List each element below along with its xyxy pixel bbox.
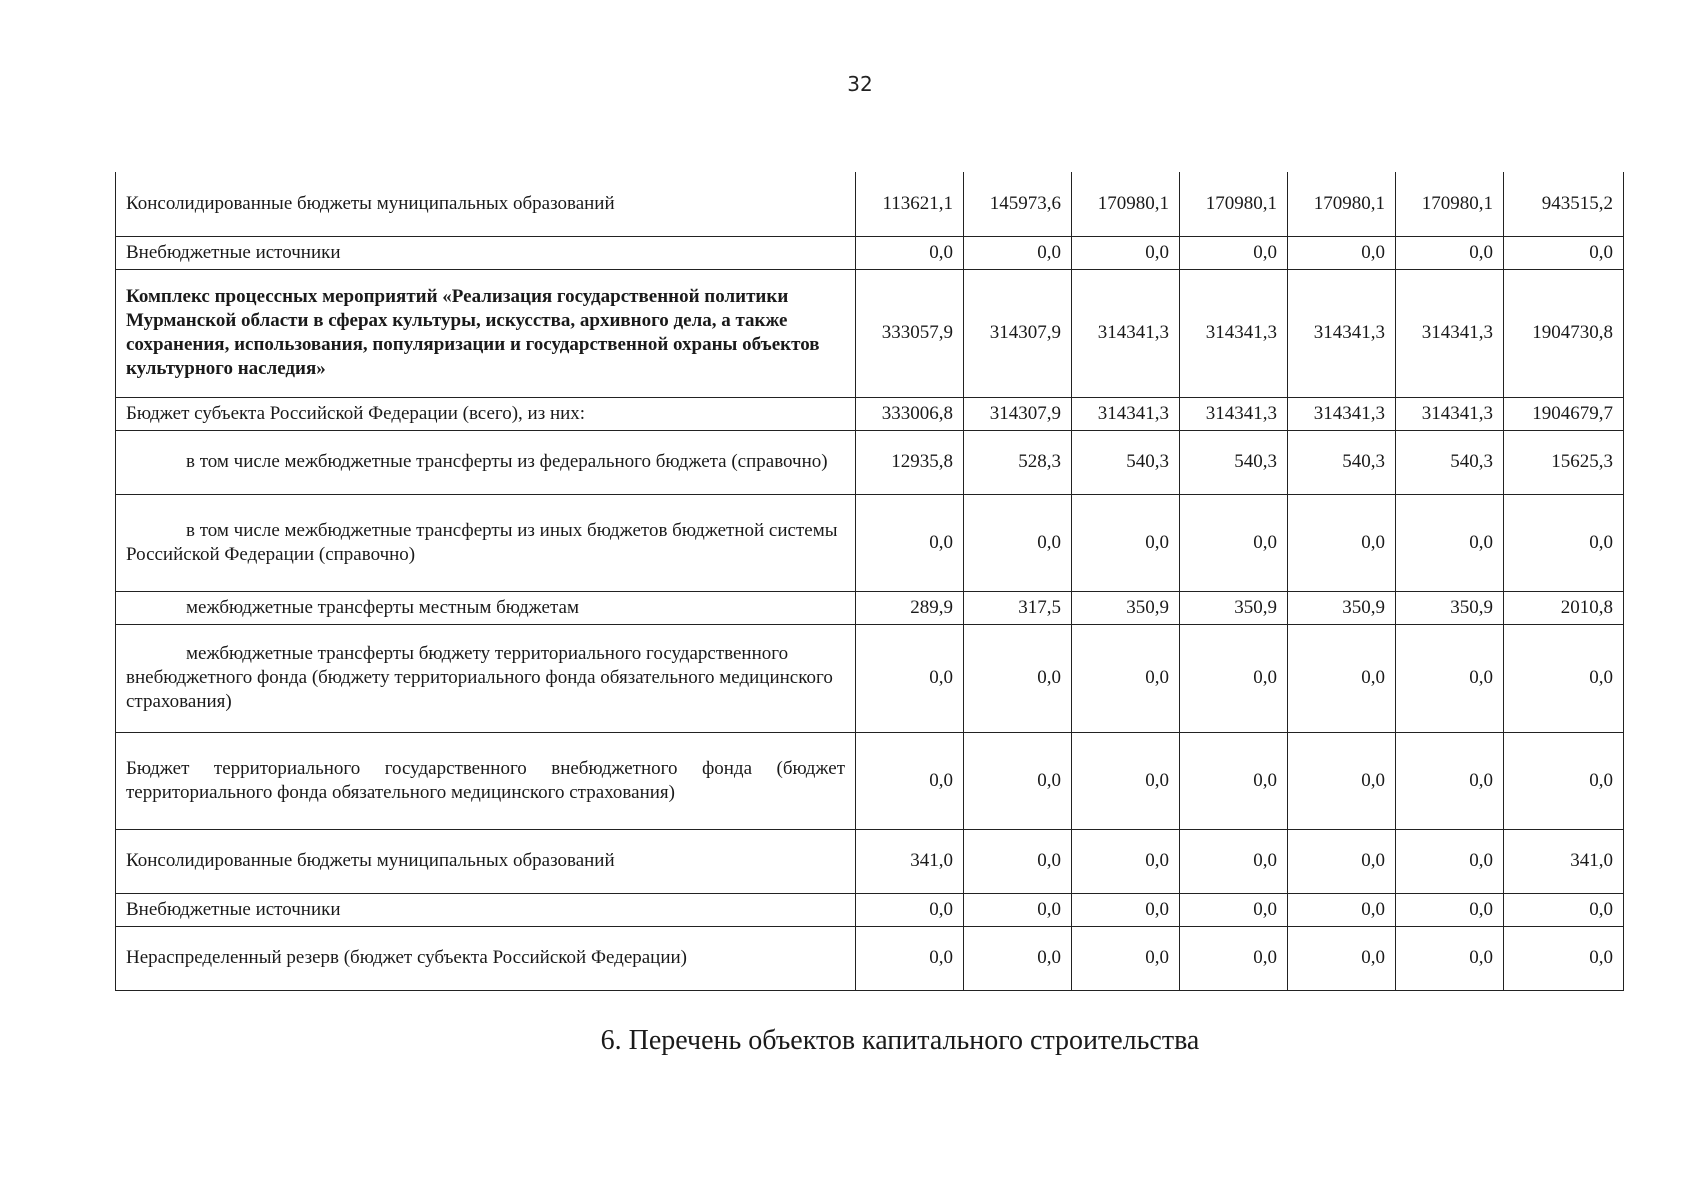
table-row	[116, 829, 1624, 893]
table-row	[116, 591, 1624, 624]
row-label-text: в том числе межбюджетные трансферты из иных бюджетов бюджетной системы Российской Федерации (справочно)	[126, 519, 838, 565]
value-cell: 170980,1	[1288, 172, 1396, 236]
table-row	[116, 430, 1624, 494]
row-label: Бюджет территориального государственного внебюджетного фонда (бюджет территориального фонда обязательного медицинского страхования)	[116, 732, 856, 829]
value-cell: 0,0	[856, 624, 964, 732]
value-cell: 0,0	[1396, 236, 1504, 269]
value-cell: 0,0	[1396, 732, 1504, 829]
table-row	[116, 926, 1624, 990]
value-cell: 12935,8	[856, 430, 964, 494]
value-cell: 170980,1	[1396, 172, 1504, 236]
value-cell: 170980,1	[1180, 172, 1288, 236]
total-cell: 2010,8	[1504, 591, 1624, 624]
value-cell: 314341,3	[1396, 269, 1504, 397]
row-label	[116, 430, 856, 494]
value-cell: 528,3	[964, 430, 1072, 494]
total-cell: 0,0	[1504, 624, 1624, 732]
value-cell: 0,0	[964, 893, 1072, 926]
value-cell: 0,0	[1180, 829, 1288, 893]
value-cell: 0,0	[1072, 829, 1180, 893]
value-cell: 0,0	[1288, 624, 1396, 732]
value-cell: 314341,3	[1072, 269, 1180, 397]
value-cell: 350,9	[1072, 591, 1180, 624]
value-cell: 0,0	[1396, 926, 1504, 990]
table-row	[116, 494, 1624, 591]
value-cell: 0,0	[1288, 732, 1396, 829]
value-cell: 0,0	[856, 893, 964, 926]
value-cell: 0,0	[1072, 624, 1180, 732]
value-cell: 0,0	[1072, 732, 1180, 829]
value-cell: 170980,1	[1072, 172, 1180, 236]
section-heading: 6. Перечень объектов капитального строительства	[600, 1025, 1200, 1056]
row-label: Внебюджетные источники	[116, 236, 856, 269]
table-row	[116, 624, 1624, 732]
value-cell: 314341,3	[1288, 269, 1396, 397]
value-cell: 314341,3	[1180, 397, 1288, 430]
value-cell: 0,0	[1072, 236, 1180, 269]
total-cell: 1904730,8	[1504, 269, 1624, 397]
table-row	[116, 236, 1624, 269]
row-label: Консолидированные бюджеты муниципальных образований	[116, 829, 856, 893]
row-label: Комплекс процессных мероприятий «Реализация государственной политики Мурманской области в сферах культуры, искусства, архивного дела, а также сохранения, использования, популяризации и государственной охраны объектов культурного наследия»	[116, 269, 856, 397]
value-cell: 333057,9	[856, 269, 964, 397]
page-number: 32	[847, 72, 873, 96]
value-cell: 333006,8	[856, 397, 964, 430]
row-label-text: межбюджетные трансферты бюджету территориального государственного внебюджетного фонда (бюджету территориального фонда обязательного медицинского страхования)	[126, 643, 833, 712]
value-cell: 289,9	[856, 591, 964, 624]
value-cell: 0,0	[1180, 732, 1288, 829]
value-cell: 540,3	[1396, 430, 1504, 494]
value-cell: 0,0	[1288, 829, 1396, 893]
value-cell: 0,0	[1072, 494, 1180, 591]
table-row	[116, 732, 1624, 829]
value-cell: 314341,3	[1396, 397, 1504, 430]
total-cell: 0,0	[1504, 732, 1624, 829]
value-cell: 0,0	[1180, 494, 1288, 591]
value-cell: 0,0	[1396, 893, 1504, 926]
table-row	[116, 172, 1624, 236]
value-cell: 0,0	[856, 926, 964, 990]
table-row	[116, 269, 1624, 397]
value-cell: 341,0	[856, 829, 964, 893]
value-cell: 0,0	[964, 926, 1072, 990]
total-cell: 943515,2	[1504, 172, 1624, 236]
total-cell: 0,0	[1504, 893, 1624, 926]
row-label	[116, 494, 856, 591]
value-cell: 0,0	[1396, 829, 1504, 893]
row-label	[116, 591, 856, 624]
value-cell: 0,0	[1288, 236, 1396, 269]
value-cell: 0,0	[1072, 926, 1180, 990]
value-cell: 0,0	[1288, 494, 1396, 591]
value-cell: 350,9	[1180, 591, 1288, 624]
value-cell: 540,3	[1288, 430, 1396, 494]
value-cell: 0,0	[1288, 893, 1396, 926]
value-cell: 0,0	[1180, 236, 1288, 269]
row-label-text: в том числе межбюджетные трансферты из федерального бюджета (справочно)	[186, 451, 828, 472]
value-cell: 314341,3	[1288, 397, 1396, 430]
value-cell: 0,0	[1396, 494, 1504, 591]
value-cell: 0,0	[856, 732, 964, 829]
total-cell: 1904679,7	[1504, 397, 1624, 430]
total-cell: 341,0	[1504, 829, 1624, 893]
value-cell: 0,0	[1288, 926, 1396, 990]
value-cell: 0,0	[1072, 893, 1180, 926]
total-cell: 15625,3	[1504, 430, 1624, 494]
value-cell: 0,0	[964, 236, 1072, 269]
value-cell: 350,9	[1396, 591, 1504, 624]
value-cell: 314341,3	[1180, 269, 1288, 397]
row-label: Внебюджетные источники	[116, 893, 856, 926]
value-cell: 0,0	[1180, 893, 1288, 926]
value-cell: 0,0	[856, 494, 964, 591]
value-cell: 317,5	[964, 591, 1072, 624]
row-label: Нераспределенный резерв (бюджет субъекта Российской Федерации)	[116, 926, 856, 990]
table-row	[116, 397, 1624, 430]
value-cell: 0,0	[964, 624, 1072, 732]
total-cell: 0,0	[1504, 494, 1624, 591]
total-cell: 0,0	[1504, 236, 1624, 269]
value-cell: 350,9	[1288, 591, 1396, 624]
row-label: Консолидированные бюджеты муниципальных образований	[116, 172, 856, 236]
value-cell: 145973,6	[964, 172, 1072, 236]
value-cell: 540,3	[1072, 430, 1180, 494]
value-cell: 0,0	[964, 829, 1072, 893]
value-cell: 314307,9	[964, 397, 1072, 430]
value-cell: 0,0	[1396, 624, 1504, 732]
row-label	[116, 624, 856, 732]
value-cell: 0,0	[1180, 926, 1288, 990]
value-cell: 0,0	[1180, 624, 1288, 732]
budget-table	[115, 172, 1624, 991]
value-cell: 540,3	[1180, 430, 1288, 494]
table-row	[116, 893, 1624, 926]
row-label: Бюджет субъекта Российской Федерации (всего), из них:	[116, 397, 856, 430]
value-cell: 314341,3	[1072, 397, 1180, 430]
value-cell: 0,0	[856, 236, 964, 269]
value-cell: 113621,1	[856, 172, 964, 236]
value-cell: 0,0	[964, 494, 1072, 591]
row-label-text: межбюджетные трансферты местным бюджетам	[186, 596, 579, 618]
total-cell: 0,0	[1504, 926, 1624, 990]
value-cell: 0,0	[964, 732, 1072, 829]
value-cell: 314307,9	[964, 269, 1072, 397]
